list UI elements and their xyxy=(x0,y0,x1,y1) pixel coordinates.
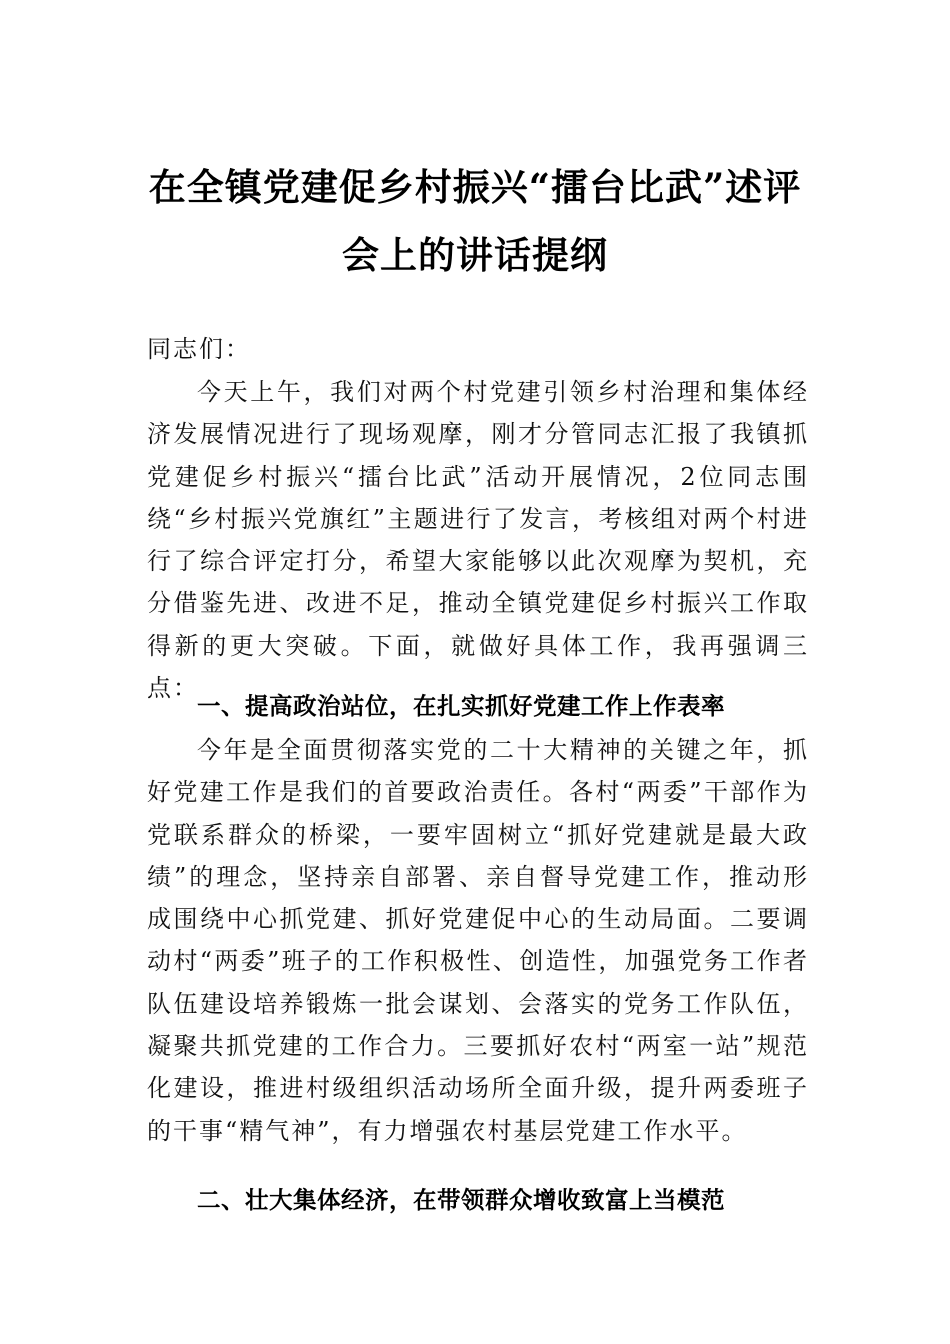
document-title-line-1: 在全镇党建促乡村振兴“擂台比武”述评 xyxy=(148,165,802,209)
section-1-heading: 一、提高政治站位，在扎实抓好党建工作上作表率 xyxy=(197,692,725,720)
section-2-heading: 二、壮大集体经济，在带领群众增收致富上当模范 xyxy=(197,1186,725,1214)
section-1-paragraph: 今年是全面贯彻落实党的二十大精神的关键之年，抓好党建工作是我们的首要政治责任。各村“两委”干部作为党联系群众的桥梁，一要牢固树立“抓好党建就是最大政绩”的理念，坚持亲自部署、亲自督导党建工作，推动形成围绕中心抓党建、抓好党建促中心的生动局面。二要调动村“两委”班子的工作积极性、创造性，加强党务工作者队伍建设培养锻炼一批会谋划、会落实的党务工作队伍，凝聚共抓党建的工作合力。三要抓好农村“两室一站”规范化建设，推进村级组织活动场所全面升级，提升两委班子的干事“精气神”，有力增强农村基层党建工作水平。 xyxy=(147,736,809,1145)
salutation: 同志们： xyxy=(147,335,251,363)
document-title-line-2: 会上的讲话提纲 xyxy=(342,233,608,277)
intro-paragraph: 今天上午，我们对两个村党建引领乡村治理和集体经济发展情况进行了现场观摩，刚才分管同志汇报了我镇抓党建促乡村振兴“擂台比武”活动开展情况，2位同志围绕“乡村振兴党旗红”主题进行了发言，考核组对两个村进行了综合评定打分，希望大家能够以此次观摩为契机，充分借鉴先进、改进不足，推动全镇党建促乡村振兴工作取得新的更大突破。下面，就做好具体工作，我再强调三点： xyxy=(147,378,809,703)
